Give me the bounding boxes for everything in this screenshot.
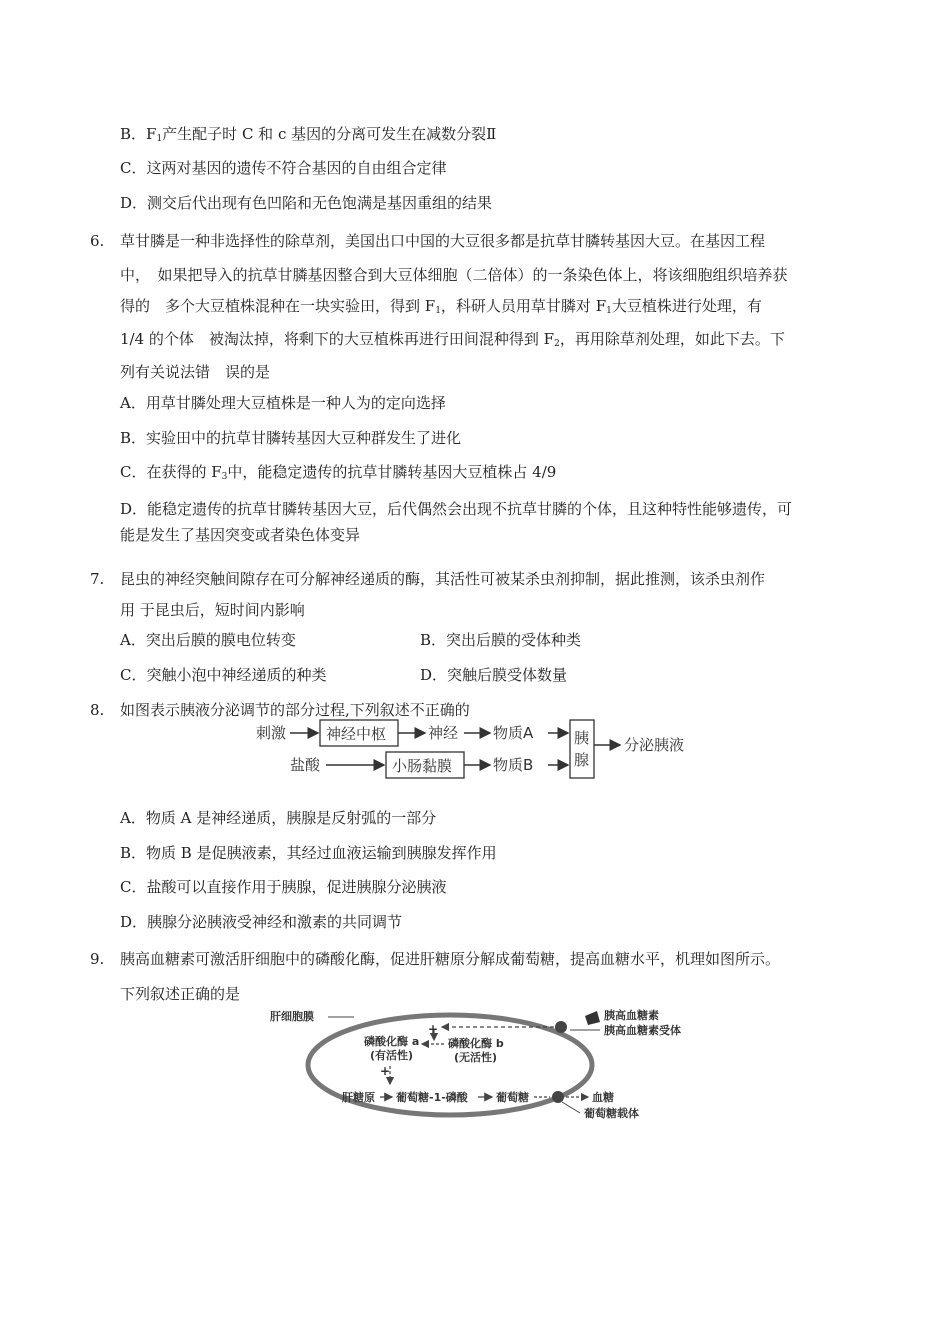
q6-number: 6. [90,232,105,250]
glucose-label: 葡萄糖 [496,1091,529,1104]
q7-option-d: D．突触后膜受体数量 [420,666,568,684]
pancreas-label-1: 胰 [574,729,590,747]
glycogen-label: 肝糖原 [342,1091,375,1104]
glucagon-receptor-shape [555,1021,567,1033]
q6-stem-line3: 得的 多个大豆植株混种在一块实验田，得到 $F_1$，科研人员用草甘膦对 $F_1$大豆植株进行处理，有 [120,297,762,316]
substance-b-label: 物质B [493,756,534,774]
q6-option-d-line1: D．能稳定遗传的抗草甘膦转基因大豆，后代偶然会出现不抗草甘膦的个体，且这种特性能够遗传，可 [120,500,793,518]
q7-stem-line1: 昆虫的神经突触间隙存在可分解神经递质的酶，其活性可被某杀虫剂抑制，据此推测，该杀虫剂作 [120,570,766,588]
q6-stem-line2: 中， 如果把导入的抗草甘膦基因整合到大豆体细胞（二倍体）的一条染色体上，将该细胞组织培养获 [120,266,788,284]
g1p-label: 葡萄糖-1-磷酸 [396,1091,468,1104]
q7-option-b: B．突出后膜的受体种类 [420,631,582,649]
q6-stem-line1: 草甘膦是一种非选择性的除草剂，美国出口中国的大豆很多都是抗草甘膦转基因大豆。在基因工程 [120,232,766,250]
q6-stem-line4: 1/4 的个体 被淘汰掉，将剩下的大豆植株再进行田间混种得到 $F_2$，再用除草剂处理，如此下去。下 [120,330,785,349]
nerve-center-label: 神经中枢 [326,725,387,743]
q9-number: 9. [90,950,105,968]
q7-stem-line2: 用 于昆虫后，短时间内影响 [120,601,305,619]
q8-option-b: B．物质 B 是促胰液素，其经过血液运输到胰腺发挥作用 [120,844,497,862]
glucagon-label: 胰高血糖素 [604,1009,659,1022]
pancreas-label-2: 腺 [574,751,590,769]
q6-option-d-line2: 能是发生了基因突变或者染色体变异 [120,526,361,544]
q6-option-c: C．在获得的 $F_3$中，能稳定遗传的抗草甘膦转基因大豆植株占 4/9 [120,463,557,482]
q5-option-c: C．这两对基因的遗传不符合基因的自由组合定律 [120,159,447,177]
activation-plus-2: + [380,1064,391,1078]
q8-number: 8. [90,701,105,719]
q7-option-c: C．突触小泡中神经递质的种类 [120,666,327,684]
enzyme-b-state: (无活性) [454,1051,498,1064]
q8-stem: 如图表示胰液分泌调节的部分过程,下列叙述不正确的 [120,701,470,719]
activation-plus-1: + [428,1022,439,1036]
pancreas-regulation-diagram [250,712,710,782]
mucosa-label: 小肠黏膜 [392,757,453,775]
glucagon-shape [585,1011,600,1025]
hcl-label: 盐酸 [290,756,321,774]
carrier-leader-line [562,1102,580,1113]
enzyme-b-label: 磷酸化酶 b [448,1037,504,1050]
q7-number: 7. [90,570,105,588]
glucose-carrier-shape [552,1091,564,1103]
carrier-label: 葡萄糖载体 [584,1107,639,1120]
q6-option-a: A．用草甘膦处理大豆植株是一种人为的定向选择 [120,394,446,412]
q6-stem-line5: 列有关说法错 误的是 [120,363,271,381]
stimulus-label: 刺激 [256,724,287,742]
q5-option-b: B．$F_1$产生配子时 C 和 c 基因的分离可发生在减数分裂Ⅱ [120,125,497,144]
membrane-label: 肝细胞膜 [270,1010,314,1023]
q8-option-c: C．盐酸可以直接作用于胰腺，促进胰腺分泌胰液 [120,878,447,896]
nerve-label: 神经 [428,724,459,742]
q5-option-d: D．测交后代出现有色凹陷和无色饱满是基因重组的结果 [120,194,493,212]
q8-option-d: D．胰腺分泌胰液受神经和激素的共同调节 [120,913,403,931]
q7-option-a: A．突出后膜的膜电位转变 [120,631,296,649]
receptor-label: 胰高血糖素受体 [604,1024,681,1037]
q8-option-a: A．物质 A 是神经递质，胰腺是反射弧的一部分 [120,809,437,827]
q9-stem-line1: 胰高血糖素可激活肝细胞中的磷酸化酶，促进肝糖原分解成葡萄糖，提高血糖水平，机理如图所示。 [120,950,781,968]
substance-a-label: 物质A [493,724,534,742]
enzyme-a-label: 磷酸化酶 a [364,1035,420,1048]
q9-stem-line2: 下列叙述正确的是 [120,985,241,1003]
glucagon-mechanism-diagram [270,1000,700,1125]
q6-option-b: B．实验田中的抗草甘膦转基因大豆种群发生了进化 [120,429,462,447]
secrete-label: 分泌胰液 [624,736,685,754]
blood-sugar-label: 血糖 [592,1091,614,1104]
enzyme-a-state: (有活性) [370,1049,414,1062]
